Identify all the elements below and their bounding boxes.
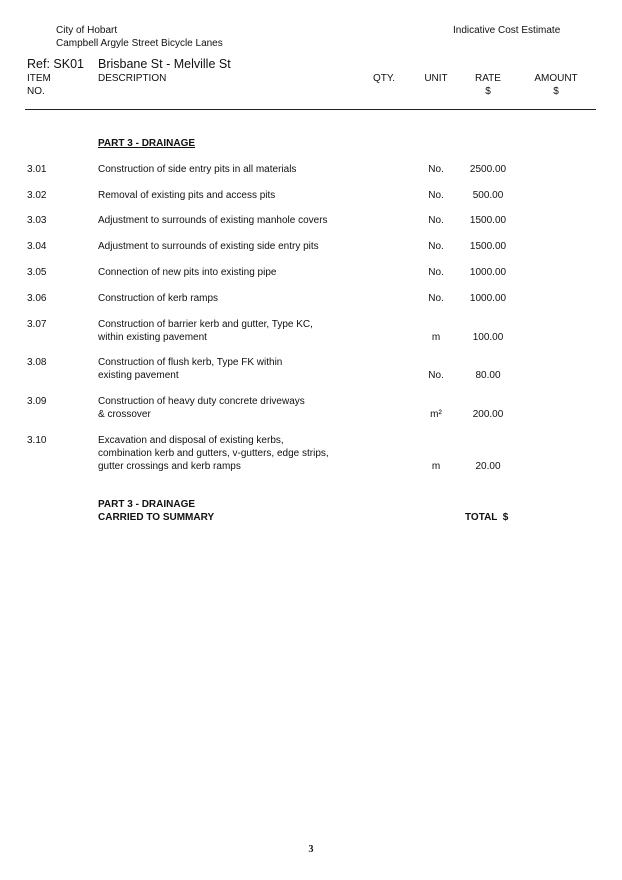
item-unit: No. xyxy=(428,241,444,252)
item-number: 3.09 xyxy=(27,396,47,407)
item-unit: m xyxy=(431,461,441,472)
col-description-heading: DESCRIPTION xyxy=(98,73,167,84)
item-description: Removal of existing pits and access pits xyxy=(98,190,276,201)
item-number: 3.02 xyxy=(27,190,47,201)
item-unit: No. xyxy=(428,293,444,304)
col-amount-currency: $ xyxy=(553,86,559,97)
section-title: PART 3 - DRAINAGE xyxy=(98,138,196,149)
summary-section-title: PART 3 - DRAINAGE xyxy=(98,499,196,510)
item-rate: 100.00 xyxy=(472,332,504,343)
document-type: Indicative Cost Estimate xyxy=(453,25,561,36)
col-unit-heading: UNIT xyxy=(424,73,448,84)
page-number: 3 xyxy=(308,844,314,855)
location-title: Brisbane St - Melville St xyxy=(98,57,231,71)
item-number: 3.10 xyxy=(27,435,47,446)
col-qty-heading: QTY. xyxy=(373,73,396,84)
item-rate: 20.00 xyxy=(475,461,501,472)
item-row-3-07 xyxy=(0,318,622,344)
item-number: 3.08 xyxy=(27,357,47,368)
item-rate: 1500.00 xyxy=(469,241,507,252)
item-row-3-08 xyxy=(0,356,622,382)
item-unit: No. xyxy=(428,190,444,201)
item-unit: No. xyxy=(428,215,444,226)
item-description: Excavation and disposal of existing kerbs, combination kerb and gutters, v-gutters, edge strips, gutter crossings and kerb ramps xyxy=(98,435,329,472)
project-name: Campbell Argyle Street Bicycle Lanes xyxy=(56,38,223,49)
item-description: Construction of side entry pits in all materials xyxy=(98,164,297,175)
item-row-3-09 xyxy=(0,395,622,421)
item-number: 3.05 xyxy=(27,267,47,278)
item-rate: 200.00 xyxy=(472,409,504,420)
org-name: City of Hobart xyxy=(56,25,118,36)
header-divider xyxy=(25,109,596,110)
item-rate: 1500.00 xyxy=(469,215,507,226)
item-unit: No. xyxy=(428,267,444,278)
item-rate: 80.00 xyxy=(475,370,501,381)
item-description: Connection of new pits into existing pipe xyxy=(98,267,277,278)
item-description: Construction of flush kerb, Type FK within existing pavement xyxy=(98,357,283,381)
carried-to-summary-label: CARRIED TO SUMMARY xyxy=(98,512,215,523)
item-rate: 500.00 xyxy=(472,190,504,201)
item-row-3-10 xyxy=(0,434,622,473)
col-item-heading: ITEM xyxy=(27,73,51,84)
col-rate-heading: RATE xyxy=(475,73,501,84)
item-number: 3.06 xyxy=(27,293,47,304)
item-number: 3.03 xyxy=(27,215,47,226)
item-description: Adjustment to surrounds of existing side entry pits xyxy=(98,241,319,252)
item-number: 3.07 xyxy=(27,319,47,330)
item-number: 3.04 xyxy=(27,241,47,252)
item-description: Adjustment to surrounds of existing manhole covers xyxy=(98,215,328,226)
col-rate-currency: $ xyxy=(485,86,491,97)
item-unit: m² xyxy=(430,409,442,420)
item-unit: m xyxy=(431,332,441,343)
item-unit: No. xyxy=(428,164,444,175)
reference-label: Ref: SK01 xyxy=(27,57,84,71)
item-unit: No. xyxy=(428,370,444,381)
col-item-heading-no: NO. xyxy=(27,86,45,97)
item-description: Construction of barrier kerb and gutter, Type KC, within existing pavement xyxy=(98,319,313,343)
item-rate: 1000.00 xyxy=(469,267,507,278)
total-label: TOTAL $ xyxy=(465,512,509,523)
item-number: 3.01 xyxy=(27,164,47,175)
item-description: Construction of kerb ramps xyxy=(98,293,219,304)
col-amount-heading: AMOUNT xyxy=(534,73,578,84)
item-rate: 2500.00 xyxy=(469,164,507,175)
item-description: Construction of heavy duty concrete driveways & crossover xyxy=(98,396,305,420)
item-rate: 1000.00 xyxy=(469,293,507,304)
